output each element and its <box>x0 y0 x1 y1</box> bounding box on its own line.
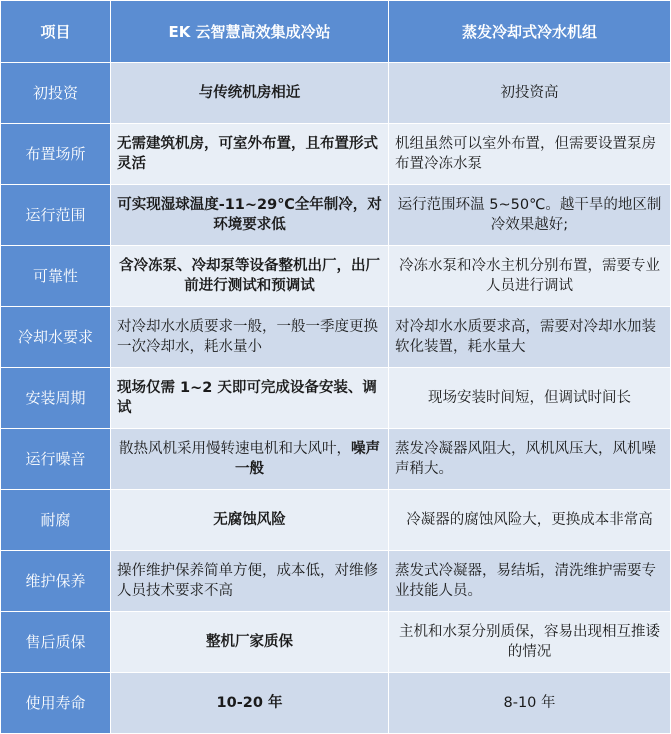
table-row <box>1 551 671 612</box>
evap-cell: 机组虽然可以室外布置，但需要设置泵房布置冷冻水泵 <box>389 124 671 185</box>
ek-cell: 可实现湿球温度-11~29℃全年制冷，对环境要求低 <box>111 185 389 246</box>
table-row <box>1 368 671 429</box>
table-row <box>1 673 671 734</box>
row-label: 维护保养 <box>1 551 111 612</box>
row-label: 可靠性 <box>1 246 111 307</box>
table-row <box>1 124 671 185</box>
evap-cell: 冷凝器的腐蚀风险大，更换成本非常高 <box>389 490 671 551</box>
row-label: 使用寿命 <box>1 673 111 734</box>
evap-cell: 初投资高 <box>389 63 671 124</box>
ek-cell: 整机厂家质保 <box>111 612 389 673</box>
table-row <box>1 490 671 551</box>
ek-cell: 对冷却水水质要求一般，一般一季度更换一次冷却水，耗水量小 <box>111 307 389 368</box>
ek-cell: 与传统机房相近 <box>111 63 389 124</box>
header-ek: EK 云智慧高效集成冷站 <box>111 1 389 63</box>
row-label: 售后质保 <box>1 612 111 673</box>
ek-cell <box>111 429 389 490</box>
ek-cell-text: 散热风机采用慢转速电机和大风叶， <box>119 441 351 457</box>
table-row <box>1 185 671 246</box>
evap-cell: 冷冻水泵和冷水主机分别布置，需要专业人员进行调试 <box>389 246 671 307</box>
ek-cell: 现场仅需 1~2 天即可完成设备安装、调试 <box>111 368 389 429</box>
evap-cell: 现场安装时间短，但调试时间长 <box>389 368 671 429</box>
table-row <box>1 246 671 307</box>
ek-cell: 无腐蚀风险 <box>111 490 389 551</box>
ek-cell: 含冷冻泵、冷却泵等设备整机出厂，出厂前进行测试和预调试 <box>111 246 389 307</box>
row-label: 耐腐 <box>1 490 111 551</box>
table-row <box>1 612 671 673</box>
header-row <box>1 1 671 63</box>
table-row <box>1 63 671 124</box>
row-label: 安装周期 <box>1 368 111 429</box>
row-label: 初投资 <box>1 63 111 124</box>
evap-cell: 8-10 年 <box>389 673 671 734</box>
evap-cell: 主机和水泵分别质保，容易出现相互推诿的情况 <box>389 612 671 673</box>
evap-cell: 蒸发冷凝器风阻大，风机风压大，风机噪声稍大。 <box>389 429 671 490</box>
row-label: 布置场所 <box>1 124 111 185</box>
evap-cell: 运行范围环温 5~50℃。越干旱的地区制冷效果越好; <box>389 185 671 246</box>
row-label: 运行噪音 <box>1 429 111 490</box>
ek-cell: 无需建筑机房，可室外布置，且布置形式灵活 <box>111 124 389 185</box>
evap-cell: 对冷却水水质要求高，需要对冷却水加装软化装置，耗水量大 <box>389 307 671 368</box>
evap-cell: 蒸发式冷凝器，易结垢，清洗维护需要专业技能人员。 <box>389 551 671 612</box>
header-evap: 蒸发冷却式冷水机组 <box>389 1 671 63</box>
ek-cell-emphasis: 噪声一般 <box>235 441 380 477</box>
ek-cell: 操作维护保养简单方便，成本低，对维修人员技术要求不高 <box>111 551 389 612</box>
table-row <box>1 307 671 368</box>
row-label: 运行范围 <box>1 185 111 246</box>
table-row <box>1 429 671 490</box>
row-label: 冷却水要求 <box>1 307 111 368</box>
ek-cell: 10-20 年 <box>111 673 389 734</box>
header-item: 项目 <box>1 1 111 63</box>
